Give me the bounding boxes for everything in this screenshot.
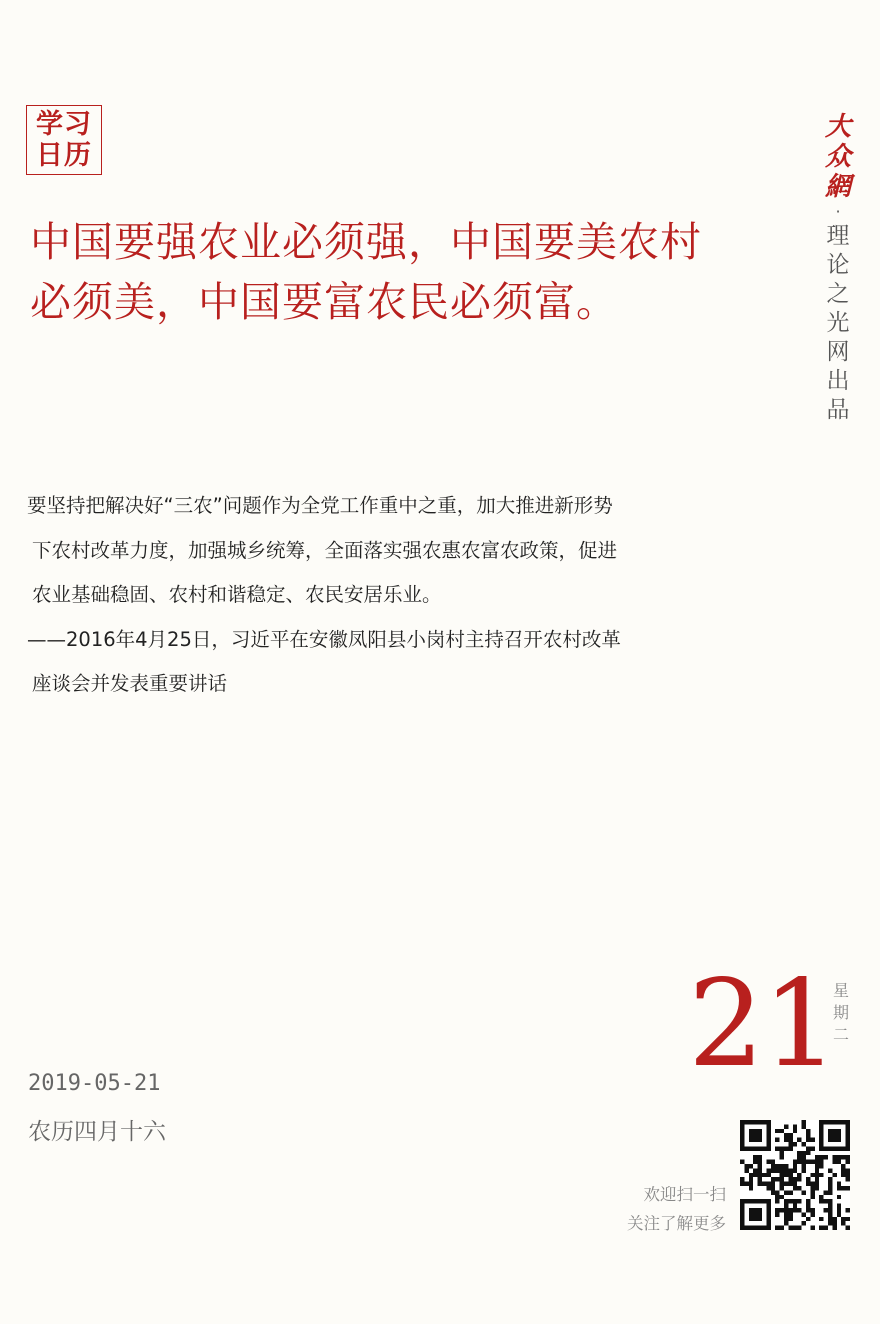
brand-sub-char: 理 (826, 223, 850, 249)
logo-line-1: 学习 (36, 109, 92, 140)
brand-sub-char: 之 (826, 281, 850, 307)
dazhong-wang-logo (818, 112, 858, 202)
weekday (830, 980, 852, 1046)
xuexi-rili-logo (26, 105, 102, 175)
brand-sub-char: 品 (826, 397, 850, 423)
body-line-3: 农业基础稳固、农村和谐稳定、农民安居乐业。 (32, 583, 442, 606)
body-paragraph (27, 484, 757, 707)
brand-subtitle (818, 222, 858, 425)
headline-line-2: 必须美，中国要富农民必须富。 (30, 278, 618, 326)
brand-sub-char: 光 (826, 310, 850, 336)
brand-mark-char: 众 (824, 142, 851, 172)
headline-quote (30, 212, 800, 332)
qr-caption-line-1: 欢迎扫一扫 (643, 1185, 726, 1204)
weekday-char: 星 (832, 981, 849, 1000)
brand-sub-char: 网 (826, 339, 850, 365)
qr-caption-line-2: 关注了解更多 (627, 1214, 726, 1233)
brand-separator: · (835, 202, 841, 221)
brand-sub-char: 论 (826, 252, 850, 278)
qr-code-graphic (740, 1120, 850, 1230)
lunar-date: 农历四月十六 (28, 1119, 166, 1145)
brand-mark-char: 大 (824, 112, 851, 142)
qr-code-icon[interactable] (740, 1120, 850, 1230)
day-number: 21 (688, 955, 837, 1094)
headline-line-1: 中国要强农业必须强，中国要美农村 (30, 218, 702, 266)
brand-column (818, 112, 858, 425)
source-line-2: 座谈会并发表重要讲话 (32, 672, 228, 695)
body-line-2: 下农村改革力度，加强城乡统筹，全面落实强农惠农富农政策，促进 (32, 538, 618, 562)
source-line-1: ——2016年4月25日，习近平在安徽凤阳县小岗村主持召开农村改革 (27, 627, 621, 651)
qr-caption (600, 1180, 726, 1238)
brand-sub-char: 出 (826, 368, 850, 394)
body-line-1: 要坚持把解决好“三农”问题作为全党工作重中之重，加大推进新形势 (27, 494, 613, 517)
logo-line-2: 日历 (36, 140, 92, 171)
gregorian-date: 2019-05-21 (28, 1071, 161, 1096)
date-block (28, 1064, 166, 1160)
brand-mark-char: 網 (824, 172, 851, 202)
weekday-char: 二 (832, 1025, 849, 1044)
weekday-char: 期 (832, 1003, 849, 1022)
